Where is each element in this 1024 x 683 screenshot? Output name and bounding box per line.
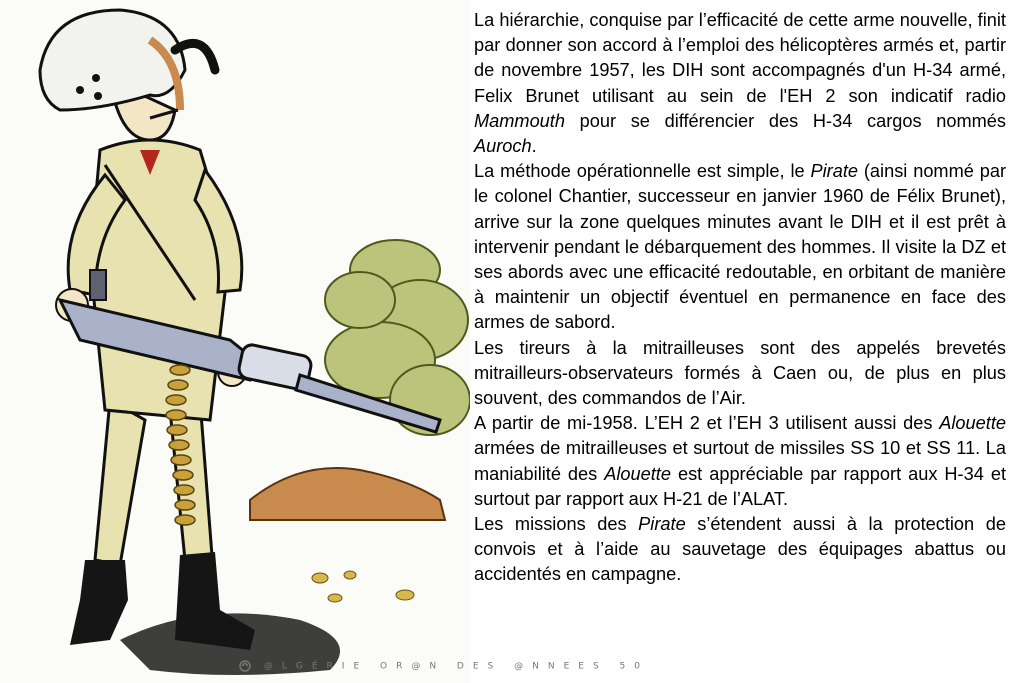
text-run: (ainsi nommé par le colonel Chantier, successeur en janvier 1960 de Félix Brunet), arrive sur la zone quelques minutes avant le DIH et il est prêt à intervenir pendant le débarquement des hommes. Il visite la DZ et ses abords avec une efficacité redoutable, en orbitant de manière à maintenir un objectif éventuel en permanence en face des armes de sabord.	[474, 161, 1007, 333]
text-run: Les missions des	[474, 514, 639, 535]
text-run: Les tireurs à la mitrailleuses sont des appelés brevetés mitrailleurs-observateurs formés à Caen ou, de plus en plus souvent, des commandos de l’Air.	[474, 337, 1006, 409]
text-run: A partir de mi-1958. L’EH 2 et l’EH 3 utilisent aussi des	[474, 413, 940, 434]
italic-term: Auroch	[474, 136, 532, 157]
text-run: est appréciable par rapport aux H-34 et surtout par rapport aux H-21 de l’ALAT.	[474, 463, 1006, 509]
text-run: La hiérarchie, conquise par l’efficacité de cette arme nouvelle, finit par donner son accord à l’emploi des hélicoptères armés et, partir de novembre 1957, les DIH sont accompagnés d'un H-34 armé, Felix Brunet utilisant au sein de l'EH 2 son indicatif radio	[474, 10, 1006, 106]
text-run: armées de mitrailleuses et surtout de missiles SS 10 et SS 11. La maniabilité des	[474, 438, 1006, 484]
text-run: La méthode opérationnelle est simple, le	[474, 161, 811, 182]
paragraph	[474, 411, 1006, 512]
text-run: s’étendent aussi à la protection de convois et à l’aide au sauvetage des équipages abattus ou accidentés en campagne.	[474, 514, 1006, 585]
paragraph	[474, 159, 1006, 335]
italic-term: Mammouth	[474, 110, 565, 131]
italic-term: Alouette	[604, 463, 671, 484]
paragraph	[474, 336, 1006, 412]
paragraph	[474, 512, 1006, 588]
italic-term: Alouette	[939, 413, 1006, 434]
soldier-machine-gun-illustration	[0, 0, 470, 683]
article-text	[474, 8, 1006, 588]
site-logo-icon	[238, 660, 252, 672]
footer-text: @LGÉRIE OR@N DES @NNEES 50	[263, 661, 649, 672]
paragraph	[474, 8, 1006, 159]
italic-term: Pirate	[638, 514, 686, 535]
text-run: pour se différencier des H-34 cargos nommés	[564, 110, 1006, 131]
italic-term: Pirate	[810, 161, 859, 182]
text-run: .	[531, 136, 537, 157]
footer-credit	[238, 660, 649, 672]
